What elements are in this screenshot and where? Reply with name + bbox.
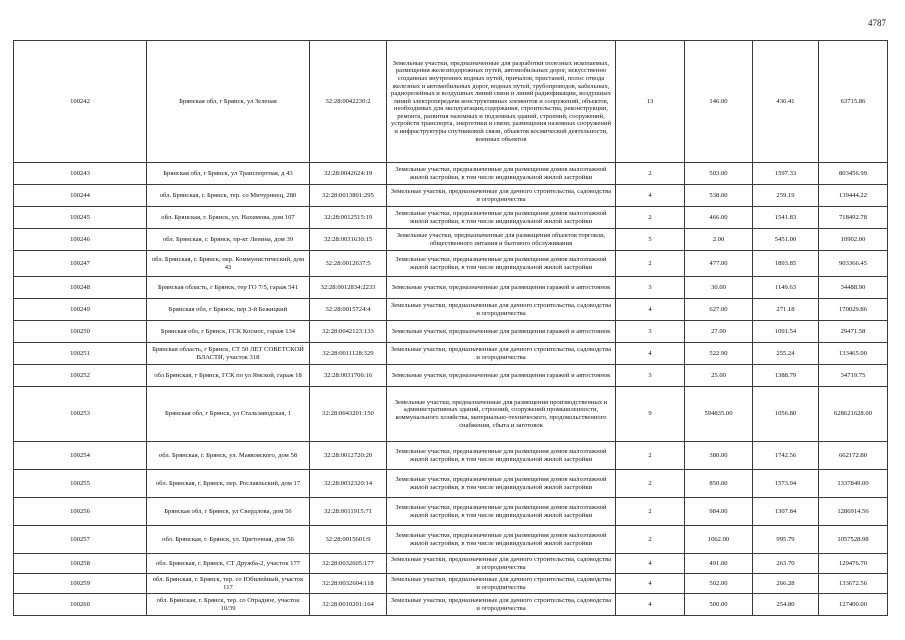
object-id-cell: 100247 (14, 251, 147, 277)
cadastral-value-cell: 903366.45 (819, 251, 888, 277)
group-number-cell: 4 (616, 594, 685, 616)
area-cell: 491.00 (685, 554, 753, 574)
land-use-description-cell: Земельные участки, предназначенные для дачного строительства, садоводства и огородничества (387, 299, 616, 321)
table-row (14, 207, 888, 229)
area-cell: 30.00 (685, 277, 753, 299)
land-use-description-cell: Земельные участки, предназначенные для размещения производственных и административных зданий, строений, сооружений промышленности, коммунального хозяйства, материально-технического, продовольственного снабжения, сбыта и заготовок (387, 387, 616, 442)
table-row (14, 498, 888, 526)
land-use-description-cell: Земельные участки, предназначенные для размещения домов малоэтажной жилой застройки, в том числе индивидуальной жилой застройки (387, 526, 616, 554)
address-cell: Брянская обл, г Брянск, ул Свердлова, дом 56 (147, 498, 310, 526)
address-cell: Брянская область, г Брянск, тер ГО 7/5, гараж 541 (147, 277, 310, 299)
area-cell: 25.00 (685, 365, 753, 387)
land-use-description-cell: Земельные участки, предназначенные для дачного строительства, садоводства и огородничества (387, 554, 616, 574)
address-cell: Брянская обл, г Брянск, ГСК Космос, гараж 134 (147, 321, 310, 343)
table-row (14, 442, 888, 470)
table-row (14, 163, 888, 185)
address-cell: Брянская обл, г Брянск, ул Зеленая (147, 41, 310, 163)
table-row (14, 387, 888, 442)
cadastral-value-cell: 133672.56 (819, 574, 888, 594)
cadastral-number-cell: 32:28:0043201:150 (310, 387, 387, 442)
table-row (14, 251, 888, 277)
object-id-cell: 100245 (14, 207, 147, 229)
cadastral-value-cell: 662172.80 (819, 442, 888, 470)
specific-value-cell: 1388.79 (753, 365, 819, 387)
cadastral-value-cell: 127400.00 (819, 594, 888, 616)
specific-value-cell: 255.24 (753, 343, 819, 365)
area-cell: 500.00 (685, 594, 753, 616)
area-cell: 503.00 (685, 163, 753, 185)
group-number-cell: 2 (616, 526, 685, 554)
address-cell: обл. Брянская, г. Брянск, СТ Дружба-2, участок 177 (147, 554, 310, 574)
group-number-cell: 4 (616, 185, 685, 207)
cadastral-number-cell: 32:28:0032605:177 (310, 554, 387, 574)
table-row (14, 526, 888, 554)
cadastral-value-cell: 628621628.00 (819, 387, 888, 442)
cadastral-number-cell: 32:28:0032320:14 (310, 470, 387, 498)
group-number-cell: 2 (616, 498, 685, 526)
cadastral-number-cell: 32:28:0042123:133 (310, 321, 387, 343)
object-id-cell: 100260 (14, 594, 147, 616)
object-id-cell: 100242 (14, 41, 147, 163)
table-row (14, 185, 888, 207)
table-row (14, 277, 888, 299)
cadastral-value-cell: 1286914.56 (819, 498, 888, 526)
specific-value-cell: 266.28 (753, 574, 819, 594)
object-id-cell: 100248 (14, 277, 147, 299)
address-cell: обл. Брянская, г. Брянск, тер. со Отрадное, участок 10/39 (147, 594, 310, 616)
object-id-cell: 100244 (14, 185, 147, 207)
group-number-cell: 4 (616, 574, 685, 594)
specific-value-cell: 1541.83 (753, 207, 819, 229)
cadastral-value-cell: 718492.78 (819, 207, 888, 229)
table-row (14, 554, 888, 574)
land-use-description-cell: Земельные участки, предназначенные для разработки полезных ископаемых, размещения железнодорожных путей, автомобильных дорог, искусственно созданных внутренних водных путей, причалов, пристаней, полос отвода железных и автомобильных дорог, водных путей, трубопроводов, кабельных, радиорелейных и воздушных линий связи и линий радиофикации, воздушных линий электропередачи конструктивных элементов и сооружений, объектов, необходимых для эксплуатации,содержания, строительства, реконструкции, ремонта, развития наземных и подземных зданий, строений, сооружений, устройств транспорта, энергетики и связи; размещения наземных сооружений и инфраструктуры спутниковой связи, объектов космической деятельности, военных объектов (387, 41, 616, 163)
area-cell: 1062.00 (685, 526, 753, 554)
address-cell: обл. Брянская, г. Брянск, тер. со Юбилейный, участок 117 (147, 574, 310, 594)
specific-value-cell: 1149.63 (753, 277, 819, 299)
address-cell: обл. Брянская, г. Брянск, пр-кт Ленина, дом 39 (147, 229, 310, 251)
specific-value-cell: 263.70 (753, 554, 819, 574)
area-cell: 466.00 (685, 207, 753, 229)
specific-value-cell: 1597.33 (753, 163, 819, 185)
specific-value-cell: 254.80 (753, 594, 819, 616)
address-cell: обл. Брянская, г. Брянск, тер. со Мичуринец, 280 (147, 185, 310, 207)
group-number-cell: 3 (616, 277, 685, 299)
cadastral-value-cell: 1057528.98 (819, 526, 888, 554)
cadastral-value-cell: 34719.75 (819, 365, 888, 387)
address-cell: Брянская обл, г Брянск, ул Стальзаводская, 1 (147, 387, 310, 442)
cadastral-number-cell: 32:28:0012637:5 (310, 251, 387, 277)
area-cell: 594835.00 (685, 387, 753, 442)
cadastral-number-cell: 32:28:0010201:164 (310, 594, 387, 616)
object-id-cell: 100256 (14, 498, 147, 526)
object-id-cell: 100259 (14, 574, 147, 594)
group-number-cell: 2 (616, 163, 685, 185)
area-cell: 984.00 (685, 498, 753, 526)
object-id-cell: 100252 (14, 365, 147, 387)
area-cell: 146.00 (685, 41, 753, 163)
page-number: 4787 (868, 18, 886, 28)
specific-value-cell: 436.41 (753, 41, 819, 163)
area-cell: 627.00 (685, 299, 753, 321)
object-id-cell: 100254 (14, 442, 147, 470)
group-number-cell: 2 (616, 251, 685, 277)
group-number-cell: 3 (616, 321, 685, 343)
cadastral-value-cell: 803456.99 (819, 163, 888, 185)
cadastral-value-table (13, 40, 888, 616)
cadastral-number-cell: 32:28:0042624:19 (310, 163, 387, 185)
group-number-cell: 13 (616, 41, 685, 163)
area-cell: 2.00 (685, 229, 753, 251)
group-number-cell: 2 (616, 442, 685, 470)
address-cell: Брянская обл, г Брянск, пер 3-й Бежицкий (147, 299, 310, 321)
land-use-description-cell: Земельные участки, предназначенные для размещения домов малоэтажной жилой застройки, в том числе индивидуальной жилой застройки (387, 498, 616, 526)
cadastral-number-cell: 32:28:0015724:4 (310, 299, 387, 321)
cadastral-value-cell: 129476.70 (819, 554, 888, 574)
land-use-description-cell: Земельные участки, предназначенные для дачного строительства, садоводства и огородничества (387, 574, 616, 594)
land-use-description-cell: Земельные участки, предназначенные для размещения домов малоэтажной жилой застройки, в том числе индивидуальной жилой застройки (387, 207, 616, 229)
group-number-cell: 4 (616, 299, 685, 321)
specific-value-cell: 5451.00 (753, 229, 819, 251)
area-cell: 27.00 (685, 321, 753, 343)
specific-value-cell: 1091.54 (753, 321, 819, 343)
cadastral-number-cell: 32:28:0042230:2 (310, 41, 387, 163)
cadastral-number-cell: 32:28:0012720:20 (310, 442, 387, 470)
specific-value-cell: 1893.85 (753, 251, 819, 277)
address-cell: обл. Брянская, г. Брянск, ул. Маяковского, дом 58 (147, 442, 310, 470)
address-cell: обл. Брянская, г. Брянск, пер. Коммунистический, дом 43 (147, 251, 310, 277)
object-id-cell: 100243 (14, 163, 147, 185)
table-row (14, 594, 888, 616)
area-cell: 477.00 (685, 251, 753, 277)
group-number-cell: 3 (616, 365, 685, 387)
cadastral-value-cell: 139444.22 (819, 185, 888, 207)
group-number-cell: 4 (616, 343, 685, 365)
cadastral-value-cell: 170029.86 (819, 299, 888, 321)
cadastral-number-cell: 32:28:0011128:329 (310, 343, 387, 365)
land-use-description-cell: Земельные участки, предназначенные для дачного строительства, садоводства и огородничества (387, 343, 616, 365)
land-use-description-cell: Земельные участки, предназначенные для размещения домов малоэтажной жилой застройки, в том числе индивидуальной жилой застройки (387, 163, 616, 185)
object-id-cell: 100258 (14, 554, 147, 574)
specific-value-cell: 1056.80 (753, 387, 819, 442)
specific-value-cell: 259.19 (753, 185, 819, 207)
area-cell: 502.00 (685, 574, 753, 594)
address-cell: Брянская обл, г Брянск, ул Транспортная, д 43 (147, 163, 310, 185)
group-number-cell: 4 (616, 554, 685, 574)
address-cell: обл. Брянская, г. Брянск, пер. Рославльский, дом 17 (147, 470, 310, 498)
specific-value-cell: 1742.56 (753, 442, 819, 470)
specific-value-cell: 271.18 (753, 299, 819, 321)
land-use-description-cell: Земельные участки, предназначенные для дачного строительства, садоводства и огородничества (387, 185, 616, 207)
land-use-description-cell: Земельные участки, предназначенные для размещения домов малоэтажной жилой застройки, в том числе индивидуальной жилой застройки (387, 251, 616, 277)
object-id-cell: 100251 (14, 343, 147, 365)
cadastral-value-cell: 1337849.00 (819, 470, 888, 498)
group-number-cell: 5 (616, 229, 685, 251)
cadastral-number-cell: 32:28:0013801:295 (310, 185, 387, 207)
land-use-description-cell: Земельные участки, предназначенные для размещения объектов торговли, общественного питания и бытового обслуживания (387, 229, 616, 251)
table-row (14, 365, 888, 387)
cadastral-value-cell: 34488.90 (819, 277, 888, 299)
area-cell: 522.90 (685, 343, 753, 365)
table-row (14, 321, 888, 343)
area-cell: 850.00 (685, 470, 753, 498)
object-id-cell: 100250 (14, 321, 147, 343)
land-use-description-cell: Земельные участки, предназначенные для размещения домов малоэтажной жилой застройки, в том числе индивидуальной жилой застройки (387, 442, 616, 470)
table-row (14, 343, 888, 365)
specific-value-cell: 995.79 (753, 526, 819, 554)
group-number-cell: 9 (616, 387, 685, 442)
area-cell: 538.00 (685, 185, 753, 207)
area-cell: 380.00 (685, 442, 753, 470)
table-row (14, 574, 888, 594)
cadastral-value-cell: 29471.58 (819, 321, 888, 343)
address-cell: обл Брянская, г Брянск, ГСК по ул Ямской, гараж 18 (147, 365, 310, 387)
object-id-cell: 100257 (14, 526, 147, 554)
cadastral-number-cell: 32:28:0032604:118 (310, 574, 387, 594)
table-row (14, 229, 888, 251)
land-use-description-cell: Земельные участки, предназначенные для размещения гаражей и автостоянок (387, 365, 616, 387)
cadastral-value-cell: 133465.00 (819, 343, 888, 365)
table-row (14, 470, 888, 498)
cadastral-number-cell: 32:28:0011915:71 (310, 498, 387, 526)
cadastral-value-cell: 63715.86 (819, 41, 888, 163)
cadastral-number-cell: 32:28:0031706:16 (310, 365, 387, 387)
land-use-description-cell: Земельные участки, предназначенные для дачного строительства, садоводства и огородничества (387, 594, 616, 616)
cadastral-value-cell: 10902.00 (819, 229, 888, 251)
object-id-cell: 100249 (14, 299, 147, 321)
table-row (14, 41, 888, 163)
cadastral-number-cell: 32:28:0015601:9 (310, 526, 387, 554)
land-use-description-cell: Земельные участки, предназначенные для размещения гаражей и автостоянок (387, 321, 616, 343)
group-number-cell: 2 (616, 207, 685, 229)
land-use-description-cell: Земельные участки, предназначенные для размещения гаражей и автостоянок (387, 277, 616, 299)
address-cell: Брянская область, г Брянск, СТ 50 ЛЕТ СОВЕТСКОЙ ВЛАСТИ, участок 318 (147, 343, 310, 365)
object-id-cell: 100253 (14, 387, 147, 442)
cadastral-number-cell: 32:28:0031630:15 (310, 229, 387, 251)
address-cell: обл. Брянская, г. Брянск, ул. Нахимова, дом 107 (147, 207, 310, 229)
table-row (14, 299, 888, 321)
specific-value-cell: 1307.84 (753, 498, 819, 526)
address-cell: обл. Брянская, г. Брянск, ул. Цветочная, дом 56 (147, 526, 310, 554)
cadastral-number-cell: 32:28:0012834:2233 (310, 277, 387, 299)
specific-value-cell: 1573.94 (753, 470, 819, 498)
cadastral-number-cell: 32:28:0012515:19 (310, 207, 387, 229)
object-id-cell: 100255 (14, 470, 147, 498)
land-use-description-cell: Земельные участки, предназначенные для размещения домов малоэтажной жилой застройки, в том числе индивидуальной жилой застройки (387, 470, 616, 498)
group-number-cell: 2 (616, 470, 685, 498)
object-id-cell: 100246 (14, 229, 147, 251)
